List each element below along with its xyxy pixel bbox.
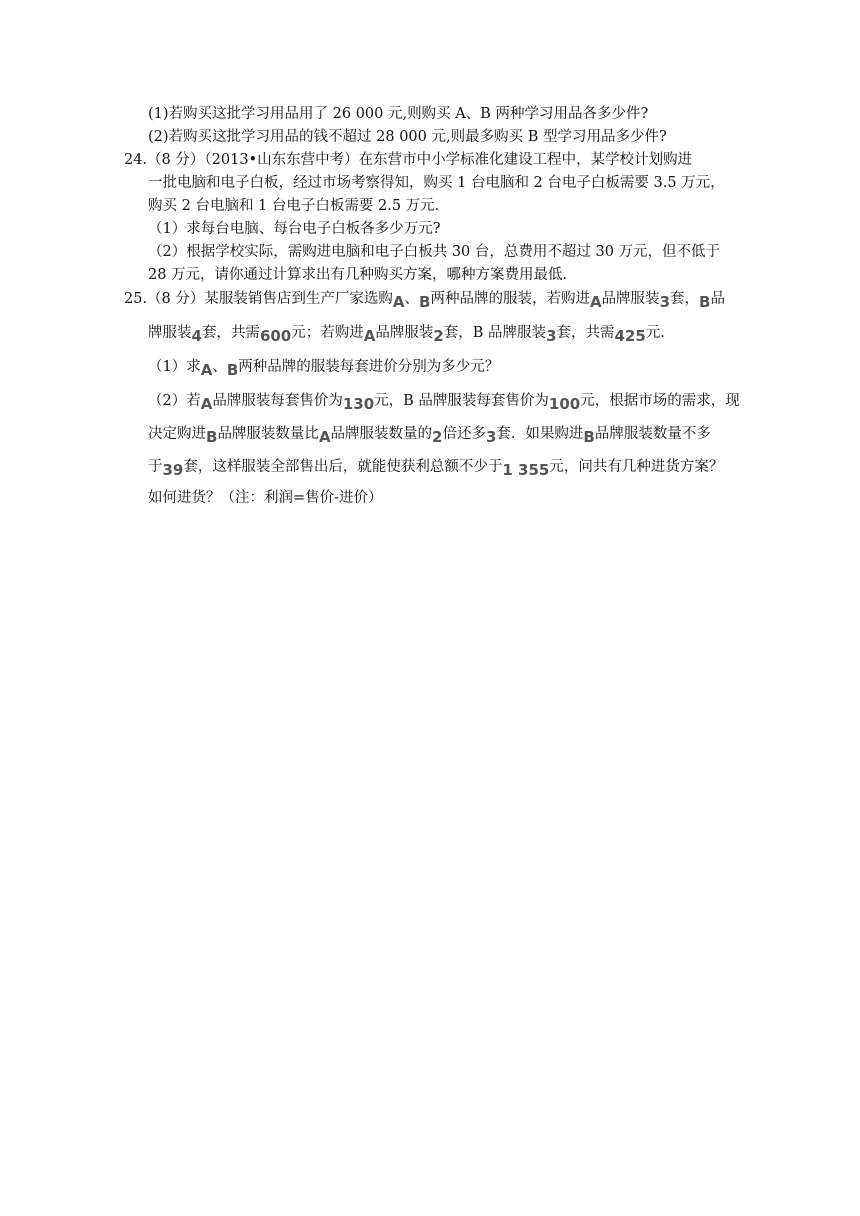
text: 元；若购进 [291, 325, 364, 341]
text: （2）若 [148, 393, 201, 409]
text: 25.（8 分）某服装销售店到生产厂家选购 [124, 291, 393, 307]
math-symbol: A [200, 395, 213, 413]
q25-part-2-line-3 [148, 456, 723, 477]
math-symbol: B [226, 361, 239, 379]
text: 元. [645, 325, 665, 341]
math-symbol: A [589, 293, 602, 311]
math-symbol: A [392, 293, 405, 311]
math-number: 39 [162, 461, 184, 479]
q24-part-2-line-2: 28 万元，请你通过计算求出有几种购买方案，哪种方案费用最低. [148, 267, 568, 283]
text: 套， [670, 291, 699, 307]
math-symbol: B [583, 428, 595, 446]
text: 品 [710, 291, 725, 307]
math-number: 130 [342, 395, 375, 413]
math-symbol: B [206, 428, 218, 446]
text: 元，根据市场的需求，现 [580, 393, 740, 409]
text: 、 [212, 359, 227, 375]
text: 决定购进 [148, 426, 206, 442]
math-number: 3 [485, 428, 497, 446]
q25-part-2-line-2 [148, 423, 711, 444]
text: 品牌服装数量不多 [594, 426, 711, 442]
prev-question-part-1: (1)若购买这批学习用品用了 26 000 元,则购买 A、B 两种学习用品各多少件? [148, 106, 649, 122]
text: 品牌服装数量比 [217, 426, 319, 442]
text: 元，B 品牌服装每套售价为 [374, 393, 549, 409]
q25-part-1 [148, 356, 499, 377]
text: 套，共需 [556, 325, 615, 341]
math-number: 1 355 [502, 461, 550, 479]
math-symbol: A [200, 361, 213, 379]
math-number: 4 [191, 327, 202, 345]
math-number: 425 [614, 327, 646, 345]
text: 品牌服装每套售价为 [212, 393, 343, 409]
text: 两种品牌的服装，若购进 [430, 291, 590, 307]
text: 元，问共有几种进货方案？ [549, 459, 724, 475]
q24-stem-line-2: 一批电脑和电子白板，经过市场考察得知，购买 1 台电脑和 2 台电子白板需要 3.5 万元， [148, 175, 725, 191]
math-symbol: A [318, 428, 331, 446]
math-symbol: B [419, 293, 431, 311]
text: 两种品牌的服装每套进价分别为多少元？ [238, 359, 500, 375]
q25-part-2-line-1 [148, 390, 740, 411]
math-number: 100 [548, 395, 581, 413]
text: 牌服装 [148, 325, 192, 341]
text: 于 [148, 459, 163, 475]
math-number: 2 [432, 428, 443, 446]
text: 套，共需 [201, 325, 260, 341]
math-number: 3 [659, 293, 670, 311]
text: （1）求 [148, 359, 201, 375]
text: 、 [404, 291, 420, 307]
text: 套，这样服装全部售出后，就能使获利总额不少于 [183, 459, 503, 475]
text: 品牌服装 [375, 325, 434, 341]
text: 品牌服装数量的 [330, 426, 433, 442]
text: 套．如果购进 [496, 426, 584, 442]
math-symbol: A [363, 327, 376, 345]
math-number: 2 [433, 327, 444, 345]
q25-stem-line-1 [124, 288, 725, 309]
text: 套，B 品牌服装 [443, 325, 547, 341]
q24-stem-line-3: 购买 2 台电脑和 1 台电子白板需要 2.5 万元. [148, 198, 440, 214]
q25-stem-line-2 [148, 322, 665, 343]
text: 倍还多 [442, 426, 486, 442]
text: 品牌服装 [601, 291, 660, 307]
math-number: 600 [259, 327, 292, 345]
q24-part-2-line-1: （2）根据学校实际，需购进电脑和电子白板共 30 台，总费用不超过 30 万元，但不低于 [148, 244, 721, 260]
q24-part-1: （1）求每台电脑、每台电子白板各多少万元? [148, 221, 441, 237]
math-symbol: B [699, 293, 711, 311]
math-number: 3 [546, 327, 557, 345]
q24-stem-line-1: 24.（8 分）（2013•山东东营中考）在东营市中小学标准化建设工程中，某学校计划购进 [124, 152, 693, 168]
q25-part-2-line-4: 如何进货？（注：利润=售价-进价） [148, 490, 383, 506]
prev-question-part-2: (2)若购买这批学习用品的钱不超过 28 000 元,则最多购买 B 型学习用品多少件? [148, 129, 667, 145]
